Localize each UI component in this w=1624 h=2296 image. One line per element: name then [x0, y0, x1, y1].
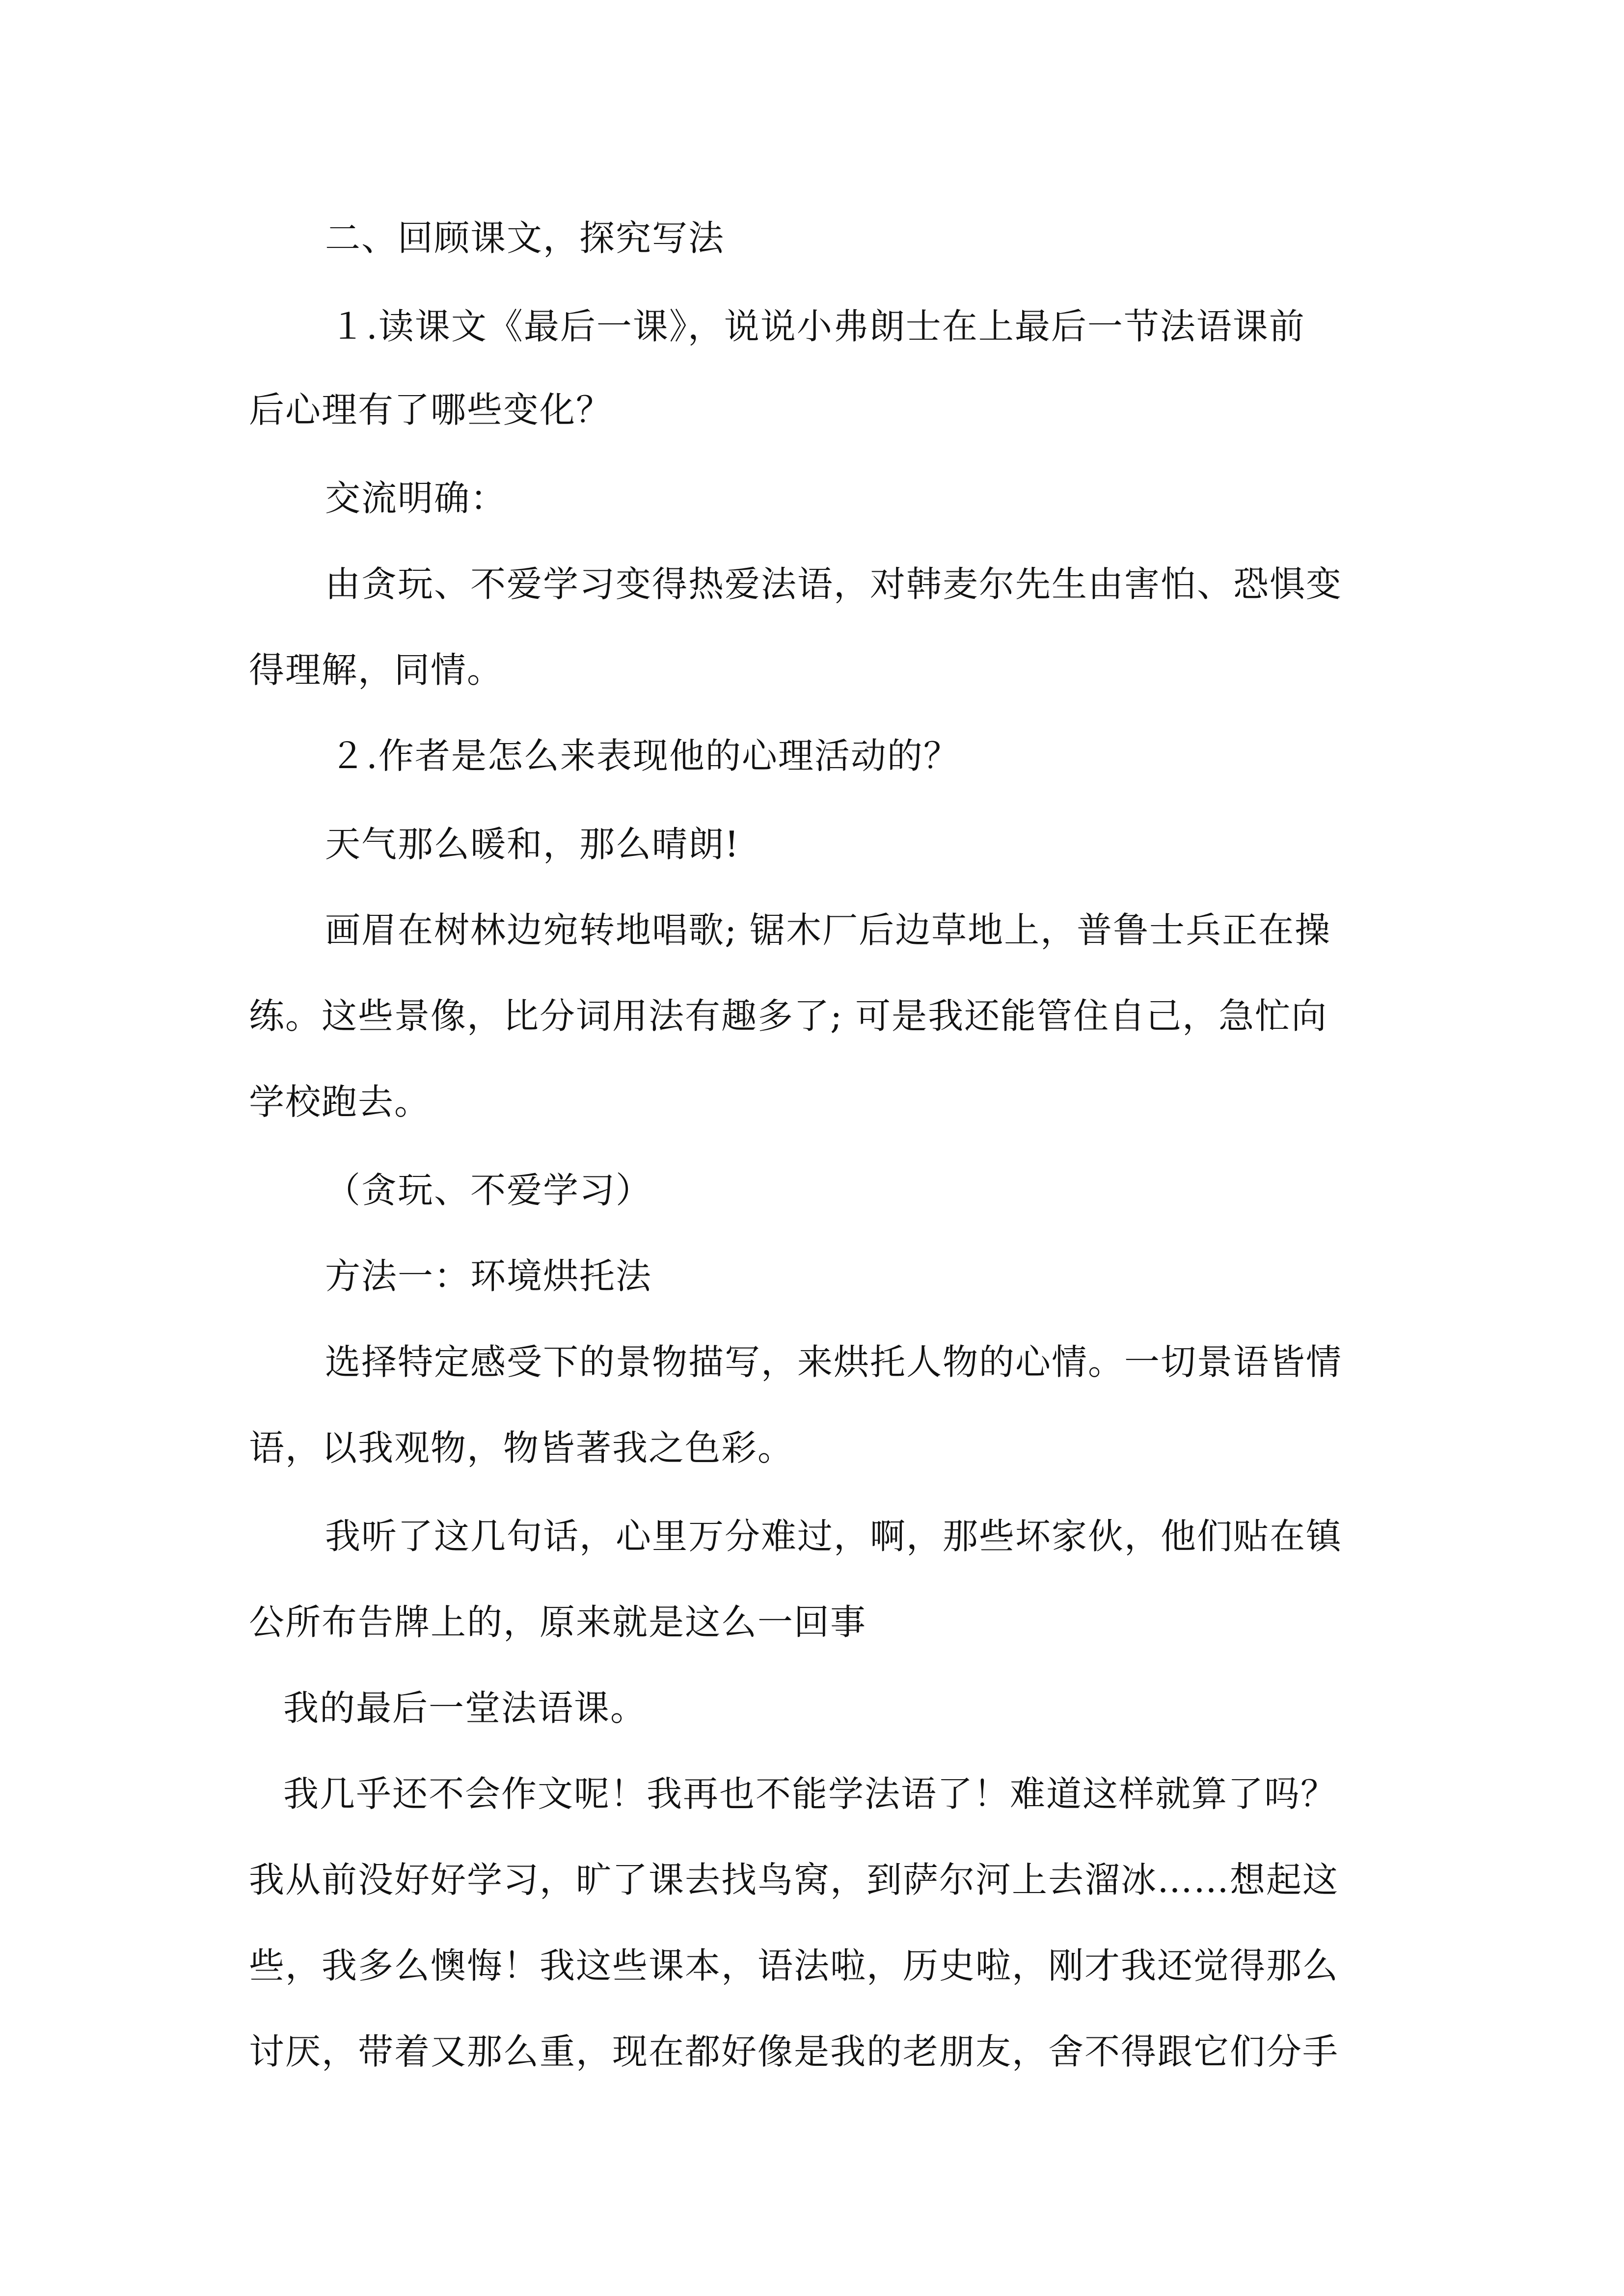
- section-heading: 二、回顾课文，探究写法: [325, 217, 725, 259]
- quote-scene-line-1: 画眉在树林边宛转地唱歌; 锯木厂后边草地上，普鲁士兵正在操: [325, 909, 1331, 951]
- quote-regret-line-4: 讨厌，带着又那么重，现在都好像是我的老朋友，舍不得跟它们分手: [249, 2031, 1339, 2072]
- note-playful: （贪玩、不爱学习）: [325, 1170, 652, 1211]
- question-1-line-1: １.读课文《最后一课》，说说小弗朗士在上最后一节法语课前: [330, 306, 1305, 347]
- quote-weather: 天气那么暖和，那么晴朗!: [325, 824, 740, 865]
- quote-scene-line-3: 学校跑去。: [249, 1081, 431, 1122]
- quote-regret-line-2: 我从前没好好学习，旷了课去找鸟窝，到萨尔河上去溜冰……想起这: [249, 1859, 1339, 1900]
- discussion-label: 交流明确：: [325, 478, 507, 519]
- question-1-line-2: 后心理有了哪些变化？: [249, 389, 613, 430]
- answer-1-line-1: 由贪玩、不爱学习变得热爱法语，对韩麦尔先生由害怕、恐惧变: [325, 563, 1343, 605]
- answer-1-line-2: 得理解，同情。: [249, 649, 504, 691]
- quote-notice-line-1: 我听了这几句话，心里万分难过，啊，那些坏家伙，他们贴在镇: [325, 1516, 1343, 1557]
- quote-regret-line-3: 些，我多么懊悔！我这些课本，语法啦，历史啦，刚才我还觉得那么: [249, 1945, 1339, 1986]
- quote-regret-line-1: 我几乎还不会作文呢！我再也不能学法语了！难道这样就算了吗？: [283, 1773, 1337, 1815]
- method-one-line-2: 语，以我观物，物皆著我之色彩。: [249, 1427, 794, 1468]
- question-2: ２.作者是怎么来表现他的心理活动的？: [330, 735, 960, 776]
- method-one-line-1: 选择特定感受下的景物描写，来烘托人物的心情。一切景语皆情: [325, 1341, 1343, 1383]
- method-one-heading: 方法一：环境烘托法: [325, 1255, 652, 1297]
- quote-scene-line-2: 练。这些景像，比分词用法有趣多了; 可是我还能管住自己，急忙向: [249, 995, 1328, 1037]
- quote-notice-line-2: 公所布告牌上的，原来就是这么一回事: [249, 1602, 867, 1643]
- quote-last-lesson: 我的最后一堂法语课。: [283, 1687, 647, 1729]
